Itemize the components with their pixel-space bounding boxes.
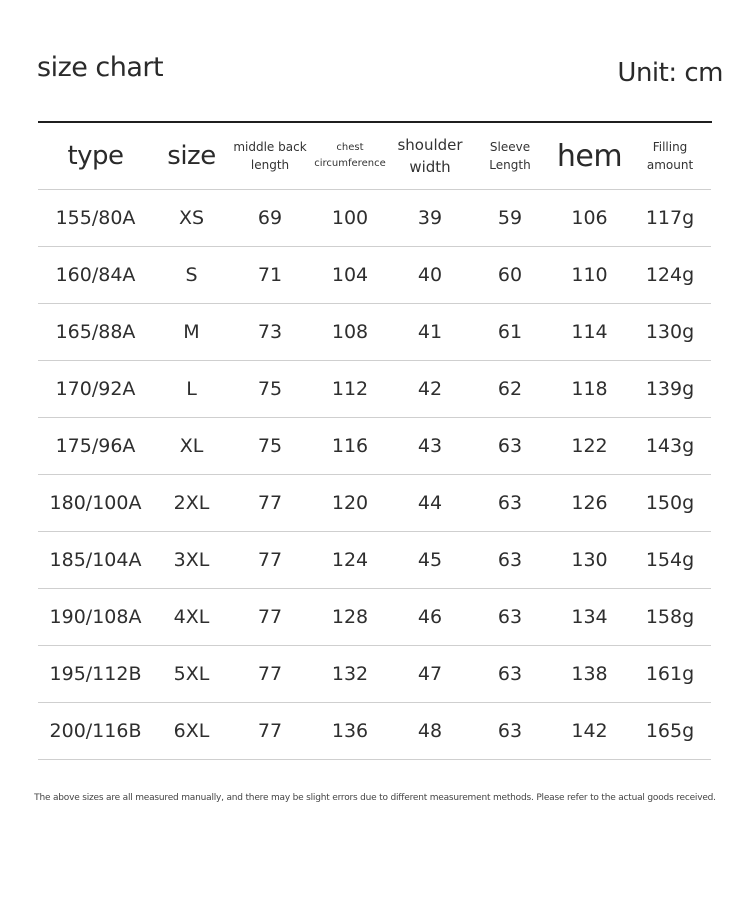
sleeve-length-cell: 63 bbox=[497, 549, 523, 571]
table-header-row bbox=[38, 123, 711, 190]
chest-circumference-cell: 128 bbox=[331, 606, 369, 628]
middle-back-length-cell: 75 bbox=[257, 378, 283, 400]
shoulder-width-cell: 41 bbox=[417, 321, 443, 343]
hem-cell: 138 bbox=[571, 663, 608, 685]
middle-back-length-cell: 77 bbox=[257, 606, 283, 628]
sleeve-length-cell: 60 bbox=[497, 264, 523, 286]
filling-amount-cell: 139g bbox=[645, 378, 695, 400]
chest-circumference-cell: 136 bbox=[331, 720, 369, 742]
hem-cell: 142 bbox=[571, 720, 608, 742]
filling-amount-cell: 161g bbox=[645, 663, 695, 685]
shoulder-width-cell: 48 bbox=[417, 720, 443, 742]
shoulder-width-cell: 43 bbox=[417, 435, 443, 457]
type-cell: 200/116B bbox=[49, 720, 142, 742]
type-cell: 165/88A bbox=[55, 321, 136, 343]
middle-back-length-cell: 77 bbox=[257, 720, 283, 742]
page-title: size chart bbox=[37, 52, 164, 83]
table-row bbox=[38, 532, 711, 589]
middle-back-length-cell: 71 bbox=[257, 264, 283, 286]
middle-back-length-cell: 77 bbox=[257, 492, 283, 514]
chest-circumference-cell: 100 bbox=[331, 207, 369, 229]
header-hem: hem bbox=[556, 138, 623, 174]
sleeve-length-cell: 63 bbox=[497, 663, 523, 685]
sleeve-length-cell: 63 bbox=[497, 492, 523, 514]
middle-back-length-cell: 69 bbox=[257, 207, 283, 229]
filling-amount-cell: 117g bbox=[645, 207, 695, 229]
table-row bbox=[38, 475, 711, 532]
chest-circumference-cell: 132 bbox=[331, 663, 369, 685]
filling-amount-cell: 130g bbox=[645, 321, 695, 343]
shoulder-width-cell: 40 bbox=[417, 264, 443, 286]
size-cell: 5XL bbox=[173, 663, 210, 685]
table-row bbox=[38, 703, 711, 760]
unit-label: Unit: cm bbox=[617, 58, 723, 88]
table-row bbox=[38, 589, 711, 646]
type-cell: 170/92A bbox=[55, 378, 136, 400]
filling-amount-cell: 143g bbox=[645, 435, 695, 457]
size-cell: 2XL bbox=[173, 492, 210, 514]
filling-amount-cell: 165g bbox=[645, 720, 695, 742]
shoulder-width-cell: 45 bbox=[417, 549, 443, 571]
table-body bbox=[38, 190, 711, 760]
table-row bbox=[38, 190, 711, 247]
hem-cell: 134 bbox=[571, 606, 608, 628]
shoulder-width-cell: 47 bbox=[417, 663, 443, 685]
filling-amount-cell: 124g bbox=[645, 264, 695, 286]
chest-circumference-cell: 124 bbox=[331, 549, 369, 571]
shoulder-width-cell: 46 bbox=[417, 606, 443, 628]
chest-circumference-cell: 104 bbox=[331, 264, 369, 286]
header-shoulder-width: shoulder width bbox=[397, 136, 463, 176]
shoulder-width-cell: 42 bbox=[417, 378, 443, 400]
header-sleeve-length: Sleeve Length bbox=[489, 140, 531, 172]
hem-cell: 110 bbox=[571, 264, 608, 286]
type-cell: 155/80A bbox=[55, 207, 136, 229]
sleeve-length-cell: 63 bbox=[497, 606, 523, 628]
size-cell: XS bbox=[178, 207, 205, 229]
table-row bbox=[38, 646, 711, 703]
filling-amount-cell: 154g bbox=[645, 549, 695, 571]
size-cell: 4XL bbox=[173, 606, 210, 628]
size-cell: L bbox=[186, 378, 197, 400]
size-cell: S bbox=[185, 264, 198, 286]
header-filling-amount: Filling amount bbox=[646, 140, 694, 172]
size-table bbox=[38, 123, 711, 760]
middle-back-length-cell: 73 bbox=[257, 321, 283, 343]
footnote: The above sizes are all measured manually, and there may be slight errors due to different measurement methods. Please refer to the actual goods received. bbox=[34, 793, 716, 803]
hem-cell: 126 bbox=[571, 492, 608, 514]
sleeve-length-cell: 63 bbox=[497, 435, 523, 457]
type-cell: 175/96A bbox=[55, 435, 136, 457]
chest-circumference-cell: 116 bbox=[331, 435, 369, 457]
sleeve-length-cell: 62 bbox=[497, 378, 523, 400]
middle-back-length-cell: 75 bbox=[257, 435, 283, 457]
type-cell: 180/100A bbox=[49, 492, 142, 514]
hem-cell: 118 bbox=[571, 378, 608, 400]
sleeve-length-cell: 61 bbox=[497, 321, 523, 343]
size-cell: M bbox=[183, 321, 200, 343]
middle-back-length-cell: 77 bbox=[257, 663, 283, 685]
table-row bbox=[38, 247, 711, 304]
type-cell: 160/84A bbox=[55, 264, 136, 286]
table-row bbox=[38, 361, 711, 418]
middle-back-length-cell: 77 bbox=[257, 549, 283, 571]
table-row bbox=[38, 304, 711, 361]
chest-circumference-cell: 120 bbox=[331, 492, 369, 514]
hem-cell: 130 bbox=[571, 549, 608, 571]
table-row bbox=[38, 418, 711, 475]
type-cell: 195/112B bbox=[49, 663, 142, 685]
chest-circumference-cell: 108 bbox=[331, 321, 369, 343]
header-chest-circumference: chest circumference bbox=[314, 142, 386, 169]
header-size: size bbox=[167, 141, 216, 171]
type-cell: 190/108A bbox=[49, 606, 142, 628]
hem-cell: 114 bbox=[571, 321, 608, 343]
size-cell: XL bbox=[179, 435, 204, 457]
sleeve-length-cell: 59 bbox=[497, 207, 523, 229]
sleeve-length-cell: 63 bbox=[497, 720, 523, 742]
type-cell: 185/104A bbox=[49, 549, 142, 571]
filling-amount-cell: 158g bbox=[645, 606, 695, 628]
shoulder-width-cell: 39 bbox=[417, 207, 443, 229]
size-cell: 3XL bbox=[173, 549, 210, 571]
shoulder-width-cell: 44 bbox=[417, 492, 443, 514]
hem-cell: 122 bbox=[571, 435, 608, 457]
filling-amount-cell: 150g bbox=[645, 492, 695, 514]
chest-circumference-cell: 112 bbox=[331, 378, 369, 400]
header-type: type bbox=[67, 141, 124, 171]
header-middle-back-length: middle back length bbox=[233, 140, 307, 172]
size-cell: 6XL bbox=[173, 720, 210, 742]
hem-cell: 106 bbox=[571, 207, 608, 229]
